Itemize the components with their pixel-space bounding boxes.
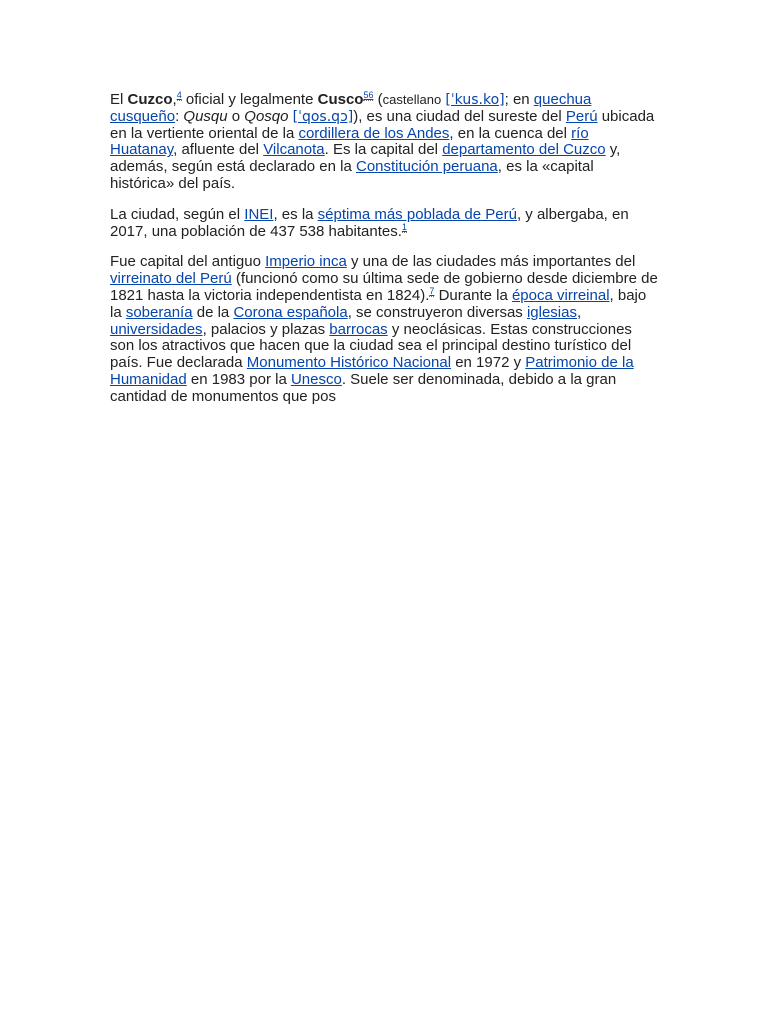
link-vilcanota[interactable]: Vilcanota (263, 141, 325, 159)
link-septima-mas-poblada[interactable]: séptima más poblada de Perú (317, 205, 517, 223)
link-barrocas[interactable]: barrocas (329, 320, 388, 338)
text: Durante la (434, 286, 512, 304)
link-epoca-virreinal[interactable]: época virreinal (511, 286, 610, 304)
link-rio-huatanay[interactable]: río Huatanay (110, 124, 589, 159)
text: ( (373, 91, 383, 108)
text: , palacios y plazas (202, 320, 330, 338)
text: ; en (504, 91, 534, 108)
text: El (110, 91, 128, 108)
ref-56[interactable] (363, 90, 373, 101)
link-virreinato-peru[interactable]: virreinato del Perú (110, 270, 232, 288)
link-universidades[interactable]: universidades (110, 320, 203, 338)
link-soberania[interactable]: soberanía (125, 303, 193, 321)
ref-1-link[interactable]: 1 (401, 221, 407, 232)
text: (funcionó como su última sede de gobierno desde diciembre de 1821 hasta la victoria independentista en 1824). (110, 270, 658, 304)
text: La ciudad, según el (110, 205, 245, 223)
link-inei[interactable]: INEI (244, 205, 274, 223)
text: . Es la capital del (324, 141, 443, 159)
term-cusco: Cusco (317, 91, 364, 108)
ref-1[interactable] (402, 222, 407, 233)
link-quechua-cusqueno[interactable]: quechua cusqueño (110, 91, 592, 125)
text: , es la (273, 205, 318, 223)
link-peru[interactable]: Perú (565, 107, 598, 125)
link-patrimonio-humanidad[interactable]: Patrimonio de la Humanidad (110, 354, 634, 388)
text: y, además, según está declarado en la (110, 141, 621, 176)
text: , bajo la (110, 286, 647, 321)
text: , en la cuenca del (449, 124, 572, 142)
ref-56-link[interactable]: 56 (363, 90, 374, 100)
link-cordillera-andes[interactable]: cordillera de los Andes (298, 124, 450, 142)
text: Fue capital del antiguo (110, 253, 266, 271)
ipa-quechua-link[interactable]: [ˈqos.qɔ] (292, 108, 354, 125)
text: . Suele ser denominada, debido a la gran cantidad de monumentos que pos (110, 370, 617, 405)
text: , afluente del (173, 141, 264, 159)
text: en 1983 por la (186, 370, 291, 388)
paragraph-intro (110, 92, 658, 193)
ref-7-link[interactable]: 7 (429, 285, 435, 296)
link-imperio-inca[interactable]: Imperio inca (265, 253, 347, 271)
link-iglesias[interactable]: iglesias (526, 303, 577, 321)
term-qusqu: Qusqu (183, 107, 228, 125)
text: en 1972 y (451, 354, 526, 372)
ref-4-link[interactable]: 4 (176, 90, 182, 100)
link-departamento-cuzco[interactable]: departamento del Cuzco (442, 141, 606, 159)
text: , es la «capital histórica» del país. (110, 158, 594, 192)
paragraph-population (110, 207, 658, 241)
text: de la (192, 303, 234, 321)
term-cuzco: Cuzco (127, 91, 173, 108)
language-label-castellano: castellano (382, 92, 442, 107)
text: , (576, 303, 582, 321)
link-monumento-historico-nacional[interactable]: Monumento Histórico Nacional (246, 354, 452, 372)
text: y una de las ciudades más importantes del (346, 253, 636, 271)
text: ubicada en la vertiente oriental de la (110, 107, 655, 142)
text: ), es una ciudad del sureste del (353, 107, 566, 125)
text: oficial y legalmente (181, 91, 318, 108)
text: , y albergaba, en 2017, una población de 437 538 habitantes. (110, 205, 629, 240)
text: , (172, 91, 177, 108)
paragraph-history (110, 254, 658, 405)
article-body (110, 92, 658, 420)
link-constitucion-peruana[interactable]: Constitución peruana (356, 158, 498, 176)
link-corona-espanola[interactable]: Corona española (233, 303, 348, 321)
text: , se construyeron diversas (347, 303, 527, 321)
text: o (227, 107, 245, 125)
ipa-castellano-link[interactable]: [ˈkus.ko] (445, 92, 505, 108)
term-qosqo: Qosqo (244, 107, 289, 125)
text: : (175, 107, 184, 125)
link-unesco[interactable]: Unesco (290, 370, 342, 388)
text: y neoclásicas. Estas construcciones son los atractivos que hacen que la ciudad sea el principal destino turístico del país. Fue declarada (110, 320, 632, 372)
